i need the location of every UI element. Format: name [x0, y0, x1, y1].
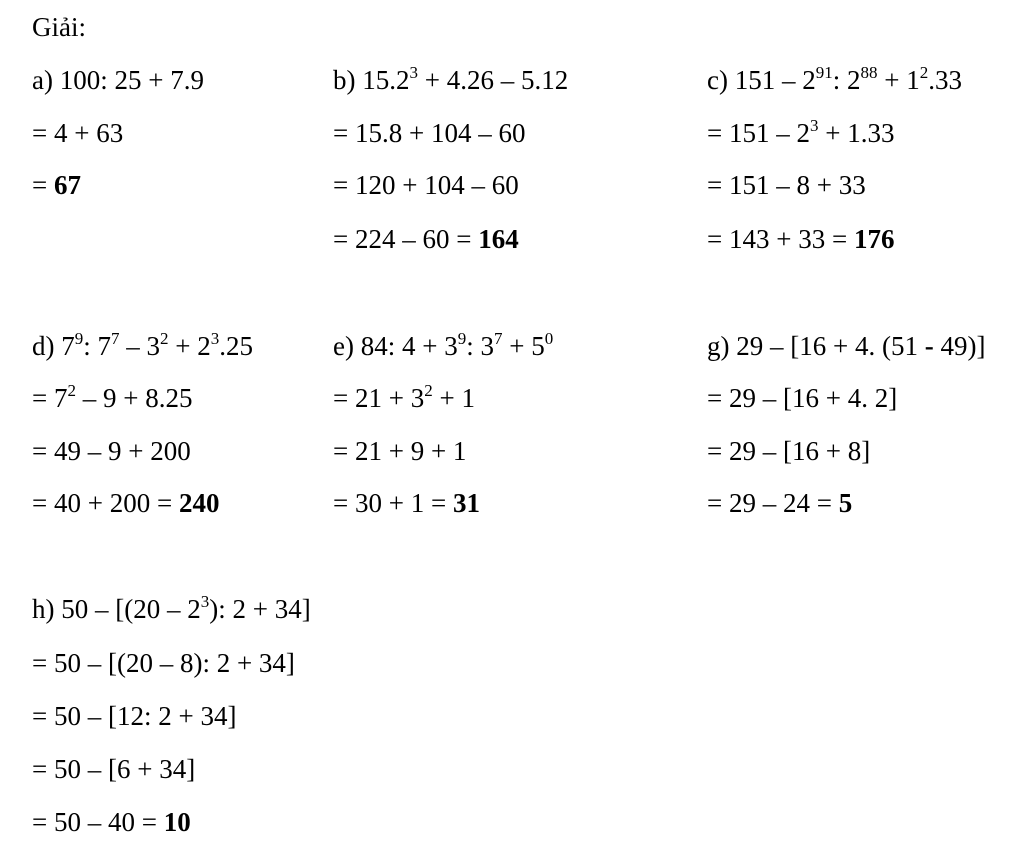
expression-text: = 40 + 200 =	[32, 488, 179, 518]
exponent: 88	[860, 63, 878, 82]
exponent: 91	[815, 63, 833, 82]
exercise-h-problem	[32, 594, 311, 624]
exercise-g-step	[707, 488, 852, 518]
bold-result: -	[924, 331, 934, 361]
bold-result: 5	[838, 488, 853, 518]
exercise-b-problem	[333, 65, 568, 95]
exercise-d-step	[32, 436, 191, 466]
bold-result: 31	[452, 488, 480, 518]
expression-text: : 2	[832, 65, 861, 95]
expression-text: .33	[928, 65, 962, 95]
exercise-g-problem	[707, 331, 985, 361]
expression-text: = 50 – 40 =	[32, 807, 164, 837]
exercise-h-step	[32, 754, 195, 784]
expression-text: = 29 – [16 + 8]	[707, 436, 871, 466]
exercise-c-step	[707, 224, 894, 254]
bold-result: 67	[53, 170, 81, 200]
expression-text: – 9 + 8.25	[75, 383, 193, 413]
expression-text: = 30 + 1 =	[333, 488, 453, 518]
expression-text: ): 2 + 34]	[209, 594, 311, 624]
expression-text: = 50 – [6 + 34]	[32, 754, 196, 784]
expression-text: a) 100: 25 + 7.9	[32, 65, 204, 95]
exponent: 9	[74, 329, 84, 348]
exercise-c-problem	[707, 65, 962, 95]
exercise-b-step	[333, 224, 519, 254]
exercise-h-step	[32, 701, 236, 731]
expression-text: : 3	[466, 331, 494, 361]
expression-text: = 120 + 104 – 60	[333, 170, 519, 200]
expression-text: = 50 – [(20 – 8): 2 + 34]	[32, 648, 295, 678]
expression-text: = 151 – 8 + 33	[707, 170, 866, 200]
bold-result: 176	[853, 224, 895, 254]
expression-text: 49)]	[933, 331, 986, 361]
exponent: 3	[809, 116, 819, 135]
exponent: 0	[544, 329, 554, 348]
exercise-d-problem	[32, 331, 253, 361]
exercise-c-step	[707, 170, 866, 200]
exponent: 7	[493, 329, 503, 348]
expression-text: + 5	[502, 331, 545, 361]
expression-text: g) 29 – [16 + 4. (51	[707, 331, 925, 361]
expression-text: b) 15.2	[333, 65, 410, 95]
expression-text: – 3	[119, 331, 161, 361]
expression-text: c) 151 – 2	[707, 65, 816, 95]
exercise-c-step	[707, 118, 894, 148]
expression-text: = 21 + 9 + 1	[333, 436, 467, 466]
expression-text: = 4 + 63	[32, 118, 124, 148]
exercise-e-step	[333, 436, 466, 466]
bold-result: 164	[478, 224, 519, 254]
exercise-a-problem	[32, 65, 204, 95]
expression-text: + 1	[877, 65, 920, 95]
expression-text: = 21 + 3	[333, 383, 425, 413]
exercise-h-step	[32, 807, 191, 837]
exponent: 2	[424, 381, 433, 400]
exercise-b-step	[333, 170, 519, 200]
expression-text: = 7	[32, 383, 68, 413]
exercise-e-step	[333, 383, 475, 413]
exponent: 9	[457, 329, 467, 348]
exercise-g-step	[707, 436, 870, 466]
expression-text: = 151 – 2	[707, 118, 810, 148]
exercise-d-step	[32, 488, 219, 518]
expression-text: = 143 + 33 =	[707, 224, 854, 254]
bold-result: 240	[178, 488, 220, 518]
expression-text: + 1.33	[818, 118, 895, 148]
expression-text: e) 84: 4 + 3	[333, 331, 458, 361]
exercise-b-step	[333, 118, 525, 148]
exercise-a-step	[32, 170, 81, 200]
exponent: 3	[409, 63, 418, 82]
expression-text: + 2	[168, 331, 211, 361]
exercise-g-step	[707, 383, 897, 413]
exponent: 2	[67, 381, 76, 400]
expression-text: = 49 – 9 + 200	[32, 436, 191, 466]
exercise-e-problem	[333, 331, 553, 361]
exercise-a-step	[32, 118, 123, 148]
expression-text: =	[32, 170, 54, 200]
exercise-d-step	[32, 383, 192, 413]
expression-text: = 15.8 + 104 – 60	[333, 118, 526, 148]
solution-heading: Giải:	[32, 12, 86, 42]
exercise-e-step	[333, 488, 480, 518]
exponent: 3	[210, 329, 220, 348]
expression-text: = 29 – [16 + 4. 2]	[707, 383, 898, 413]
expression-text: .25	[219, 331, 253, 361]
expression-text: h) 50 – [(20 – 2	[32, 594, 201, 624]
expression-text: d) 7	[32, 331, 75, 361]
expression-text: = 50 – [12: 2 + 34]	[32, 701, 237, 731]
expression-text: : 7	[83, 331, 112, 361]
expression-text: = 224 – 60 =	[333, 224, 479, 254]
exponent: 2	[160, 329, 169, 348]
exercise-h-step	[32, 648, 295, 678]
bold-result: 10	[163, 807, 191, 837]
exponent: 3	[200, 592, 210, 611]
exponent: 2	[919, 63, 929, 82]
exponent: 7	[111, 329, 120, 348]
expression-text: + 4.26 – 5.12	[418, 65, 569, 95]
expression-text: + 1	[432, 383, 475, 413]
expression-text: = 29 – 24 =	[707, 488, 839, 518]
